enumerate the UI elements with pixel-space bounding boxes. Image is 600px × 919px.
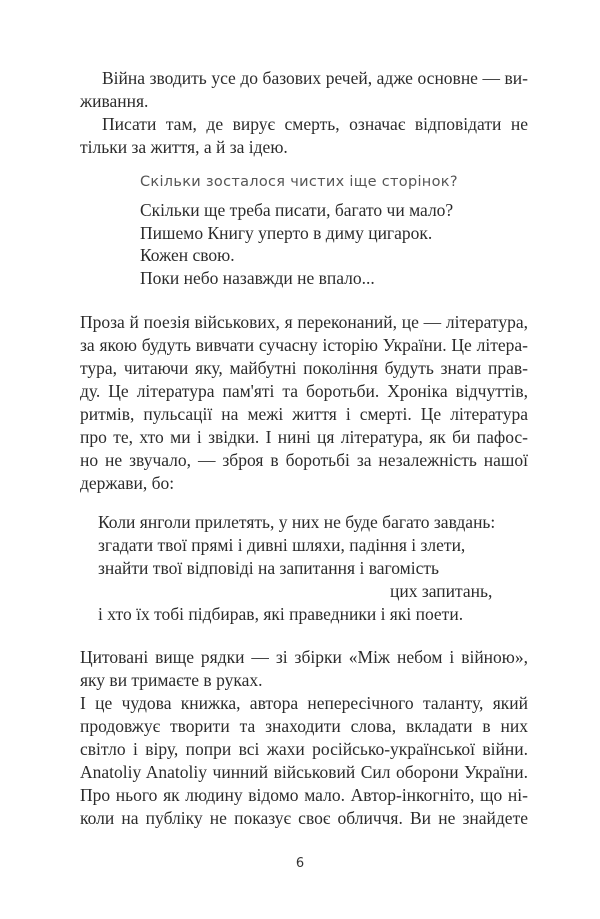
prose-line: но не звучало, — зброя в боротьбі за незалежність нашої [80, 450, 528, 470]
poem-title-line: Скільки зосталося чистих іще сторінок? [140, 174, 458, 190]
poem-line: Пишемо Книгу уперто в диму цигарок. [140, 222, 433, 243]
prose-line: ду. Це література пам'яті та боротьби. Хроніка відчуттів, [80, 381, 528, 401]
quote-line: цих запитань, [390, 581, 493, 601]
prose-line: Війна зводить усе до базових речей, адже основне — ви- [102, 68, 528, 88]
poem-line: Кожен свою. [140, 245, 235, 266]
poem-line: Скільки ще треба писати, багато чи мало? [140, 200, 454, 220]
prose-line: Проза й поезія військових, я переконаний, це — література, [80, 312, 528, 332]
quote-line: згадати твої прямі і дивні шляхи, падіння і злети, [98, 535, 466, 555]
prose-line: про те, хто ми і звідки. І нині ця література, як би пафос- [80, 427, 528, 447]
prose-line: І це чудова книжка, автора непересічного таланту, який [80, 693, 528, 713]
quote-line: і хто їх тобі підбирав, які праведники і які поети. [98, 604, 464, 624]
prose-line: тільки за життя, а й за ідею. [80, 137, 288, 157]
prose-line: живання. [80, 91, 149, 111]
prose-line: Цитовані вище рядки — зі збірки «Між небом і війною», [80, 647, 528, 667]
prose-line: тура, читаючи яку, майбутні покоління будуть знати прав- [80, 358, 528, 378]
page-number: 6 [295, 856, 305, 871]
poem-line: Поки небо назавжди не впало... [140, 268, 375, 289]
prose-line: яку ви тримаєте в руках. [80, 670, 263, 690]
prose-line: Про нього як людину відомо мало. Автор-інкогніто, що ні- [80, 785, 528, 805]
prose-line: ритмів, пульсації на межі життя і смерті. Це література [80, 404, 528, 424]
prose-line: світло і віру, попри всі жахи російсько-української війни. [80, 739, 528, 759]
prose-line: держави, бо: [80, 473, 175, 493]
quote-line: знайти твої відповіді на запитання і вагомість [98, 558, 439, 578]
quote-line: Коли янголи прилетять, у них не буде багато завдань: [98, 512, 496, 532]
prose-line: Anatoliy Anatoliy чинний військовий Сил оборони України. [80, 762, 528, 782]
prose-line: продовжує творити та знаходити слова, вкладати в них [80, 716, 528, 736]
prose-line: Писати там, де вирує смерть, означає відповідати не [102, 114, 528, 134]
prose-line: за якою будуть вивчати сучасну історію України. Це літера- [80, 335, 528, 355]
prose-line: коли на публіку не показує своє обличчя. Ви не знайдете [80, 808, 528, 828]
